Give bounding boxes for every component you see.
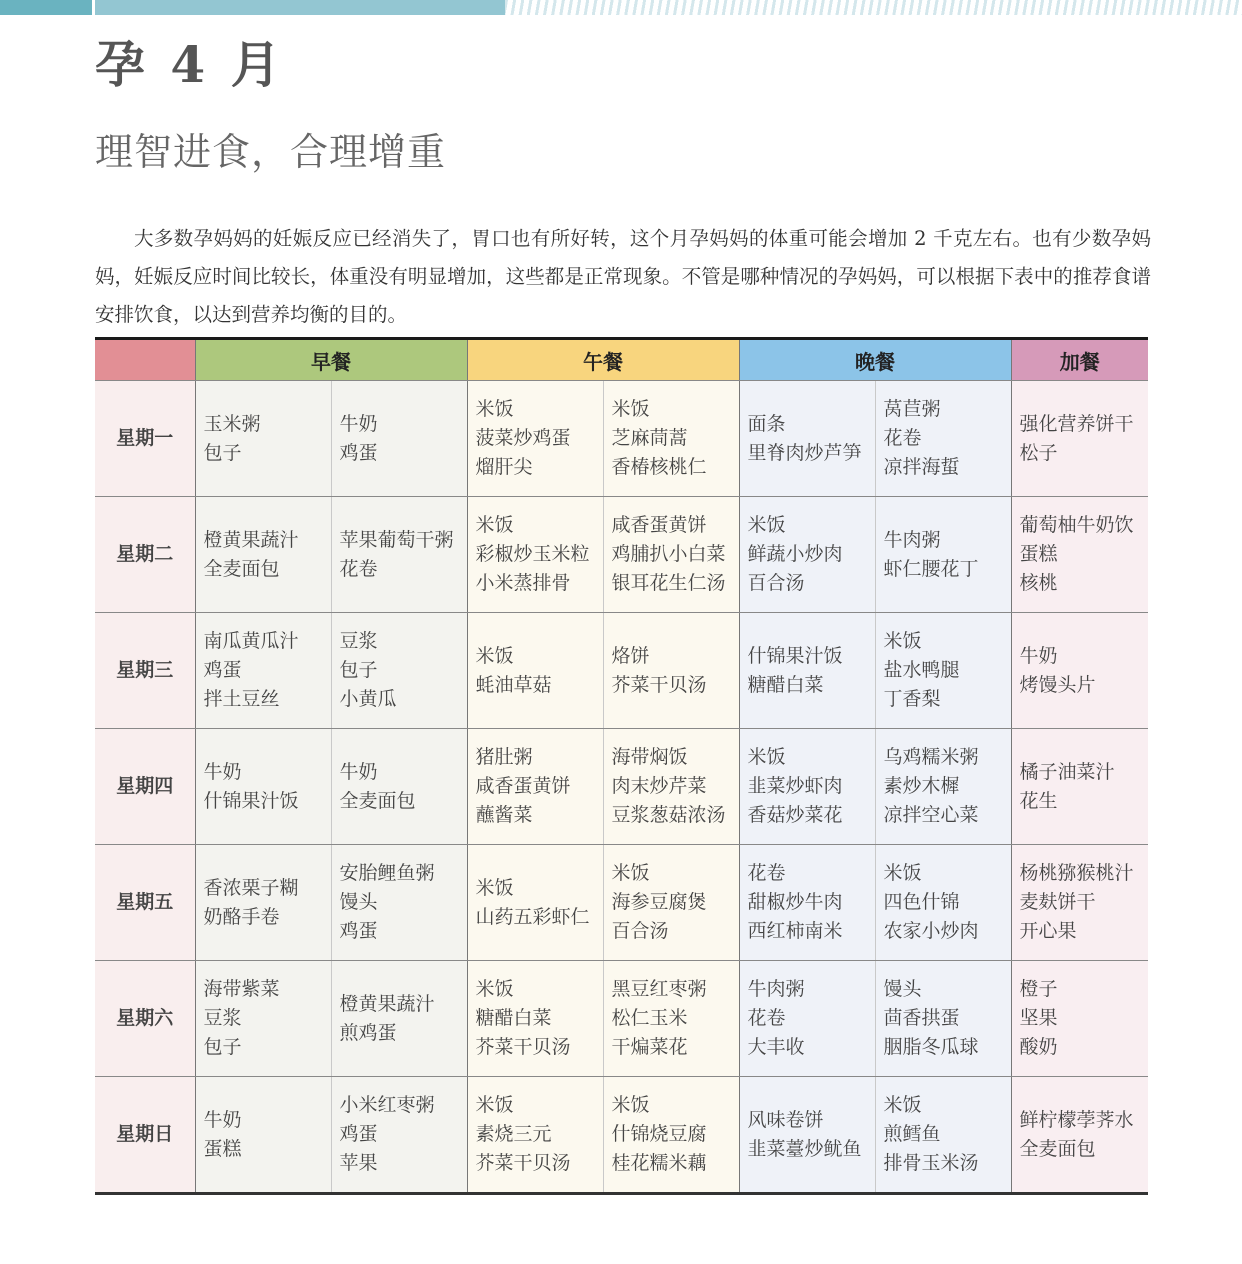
dish-item: 蘸酱菜 [475, 804, 533, 826]
dish-item: 排骨玉米汤 [883, 1152, 979, 1174]
dish-item: 烤馒头片 [1019, 673, 1096, 696]
dish-item: 什锦烧豆腐 [611, 1123, 707, 1145]
table-row [95, 1077, 1148, 1194]
dish-item: 虾仁腰花丁 [883, 557, 979, 580]
dish-item: 咸香蛋黄饼 [475, 775, 571, 797]
dish-item: 全麦面包 [339, 789, 416, 812]
banner-block-main [95, 0, 505, 15]
dish-item: 小黄瓜 [339, 688, 397, 710]
breakfast-option-1 [195, 729, 331, 845]
dish-item: 米饭 [747, 746, 786, 768]
dish-item: 胭脂冬瓜球 [883, 1036, 979, 1058]
lunch-option-1 [467, 613, 603, 729]
dish-item: 彩椒炒玉米粒 [475, 543, 590, 565]
dish-item: 芥菜干贝汤 [475, 1152, 571, 1174]
dish-item: 香浓栗子糊 [203, 876, 299, 899]
snack-cell [1011, 381, 1148, 497]
dish-item: 米饭 [883, 862, 922, 884]
dish-item: 煎鳕鱼 [883, 1123, 941, 1145]
lunch-option-1 [467, 729, 603, 845]
dish-item: 鸡蛋 [339, 441, 378, 464]
dish-item: 牛奶 [203, 760, 242, 783]
dish-item: 茴香拱蛋 [883, 1007, 960, 1029]
dinner-option-2 [875, 845, 1011, 961]
dish-item: 豆浆 [339, 630, 378, 652]
lunch-option-2 [603, 845, 739, 961]
lunch-option-1 [467, 1077, 603, 1194]
lunch-option-2 [603, 381, 739, 497]
dish-item: 花卷 [339, 557, 378, 580]
breakfast-option-1 [195, 1077, 331, 1194]
dish-item: 香椿核桃仁 [611, 456, 707, 478]
lunch-option-2 [603, 961, 739, 1077]
breakfast-option-2 [331, 613, 467, 729]
dinner-option-1 [739, 729, 875, 845]
dish-item: 甜椒炒牛肉 [747, 891, 843, 913]
dish-item: 四色什锦 [883, 891, 960, 913]
lunch-option-1 [467, 845, 603, 961]
dish-item: 什锦果汁饭 [203, 789, 299, 812]
dish-item: 花卷 [883, 427, 922, 449]
dish-item: 海带紫菜 [203, 978, 280, 1000]
dish-item: 花卷 [747, 1007, 786, 1029]
snack-cell [1011, 497, 1148, 613]
dish-item: 牛肉粥 [747, 978, 805, 1000]
dish-item: 什锦果汁饭 [747, 644, 843, 667]
dish-item: 包子 [339, 659, 378, 681]
table-row [95, 729, 1148, 845]
dish-item: 鸡蛋 [339, 920, 378, 942]
dish-item: 里脊肉炒芦笋 [747, 441, 862, 464]
dish-item: 米饭 [475, 876, 514, 899]
dish-item: 咸香蛋黄饼 [611, 514, 707, 536]
dish-item: 米饭 [475, 398, 514, 420]
header-snack: 加餐 [1011, 339, 1148, 381]
table-row [95, 845, 1148, 961]
dish-item: 煎鸡蛋 [339, 1021, 397, 1044]
dish-item: 韭菜薹炒鱿鱼 [747, 1137, 862, 1160]
dish-item: 南瓜黄瓜汁 [203, 630, 299, 652]
dish-item: 菠菜炒鸡蛋 [475, 427, 571, 449]
breakfast-option-2 [331, 729, 467, 845]
dish-item: 韭菜炒虾肉 [747, 775, 843, 797]
banner-block-left [0, 0, 92, 15]
dish-item: 包子 [203, 441, 242, 464]
dinner-option-2 [875, 1077, 1011, 1194]
dish-item: 牛奶 [1019, 644, 1058, 667]
dish-item: 盐水鸭腿 [883, 659, 960, 681]
dinner-option-2 [875, 613, 1011, 729]
dish-item: 安胎鲤鱼粥 [339, 862, 435, 884]
intro-paragraph: 大多数孕妈妈的妊娠反应已经消失了，胃口也有所好转，这个月孕妈妈的体重可能会增加 2 千克左右。也有少数孕妈妈，妊娠反应时间比较长，体重没有明显增加，这些都是正常现象。不管是哪种情况的孕妈妈，可以根据下表中的推荐食谱安排饮食，以达到营养均衡的目的。 [95, 226, 1151, 326]
dish-item: 开心果 [1019, 920, 1077, 942]
lunch-option-2 [603, 497, 739, 613]
dinner-option-2 [875, 961, 1011, 1077]
dish-item: 米饭 [475, 1094, 514, 1116]
day-label: 星期日 [95, 1077, 195, 1194]
dish-item: 银耳花生仁汤 [611, 572, 726, 594]
dish-item: 馒头 [883, 978, 922, 1000]
dish-item: 牛奶 [203, 1108, 242, 1131]
breakfast-option-2 [331, 381, 467, 497]
dish-item: 玉米粥 [203, 412, 261, 435]
dish-item: 素烧三元 [475, 1123, 552, 1145]
dish-item: 海带焖饭 [611, 746, 688, 768]
dish-item: 丁香梨 [883, 688, 941, 710]
day-label: 星期四 [95, 729, 195, 845]
dish-item: 酸奶 [1019, 1036, 1058, 1058]
dish-item: 大丰收 [747, 1036, 805, 1058]
header-dinner: 晚餐 [739, 339, 1011, 381]
dish-item: 米饭 [611, 398, 650, 420]
dish-item: 牛奶 [339, 412, 378, 435]
dish-item: 蛋糕 [203, 1137, 242, 1160]
dish-item: 牛奶 [339, 760, 378, 783]
day-label: 星期六 [95, 961, 195, 1077]
dish-item: 牛肉粥 [883, 528, 941, 551]
dish-item: 凉拌海蜇 [883, 456, 960, 478]
dish-item: 农家小炒肉 [883, 920, 979, 942]
dish-item: 凉拌空心菜 [883, 804, 979, 826]
dish-item: 鲜蔬小炒肉 [747, 543, 843, 565]
dish-item: 杨桃猕猴桃汁 [1019, 862, 1134, 884]
banner-stripes [505, 0, 1242, 15]
dish-item: 松子 [1019, 441, 1058, 464]
snack-cell [1011, 1077, 1148, 1194]
dish-item: 橙黄果蔬汁 [203, 528, 299, 551]
dish-item: 豆浆葱菇浓汤 [611, 804, 726, 826]
dish-item: 米饭 [747, 514, 786, 536]
table-row [95, 381, 1148, 497]
dish-item: 鸡蛋 [339, 1123, 378, 1145]
dish-item: 乌鸡糯米粥 [883, 746, 979, 768]
dish-item: 全麦面包 [1019, 1137, 1096, 1160]
dish-item: 米饭 [475, 978, 514, 1000]
dinner-option-2 [875, 497, 1011, 613]
dish-item: 芥菜干贝汤 [611, 673, 707, 696]
breakfast-option-1 [195, 497, 331, 613]
breakfast-option-1 [195, 845, 331, 961]
dish-item: 奶酪手卷 [203, 905, 280, 928]
table-row [95, 497, 1148, 613]
dish-item: 坚果 [1019, 1007, 1058, 1029]
dish-item: 鸡脯扒小白菜 [611, 543, 726, 565]
dish-item: 米饭 [883, 1094, 922, 1116]
dish-item: 米饭 [475, 514, 514, 536]
breakfast-option-2 [331, 497, 467, 613]
dish-item: 葡萄柚牛奶饮 [1019, 514, 1134, 536]
dish-item: 松仁玉米 [611, 1007, 688, 1029]
snack-cell [1011, 613, 1148, 729]
page-subtitle: 理智进食，合理增重 [95, 130, 447, 174]
dish-item: 面条 [747, 412, 786, 435]
dish-item: 包子 [203, 1036, 242, 1058]
dish-item: 香菇炒菜花 [747, 804, 843, 826]
lunch-option-2 [603, 729, 739, 845]
dish-item: 山药五彩虾仁 [475, 905, 590, 928]
dish-item: 鸡蛋 [203, 659, 242, 681]
dish-item: 橙黄果蔬汁 [339, 992, 435, 1015]
dish-item: 核桃 [1019, 572, 1058, 594]
table-body [95, 381, 1148, 1194]
dish-item: 鲜柠檬荸荠水 [1019, 1108, 1134, 1131]
top-banner [0, 0, 1242, 16]
dish-item: 百合汤 [611, 920, 669, 942]
lunch-option-1 [467, 381, 603, 497]
dinner-option-2 [875, 381, 1011, 497]
dish-item: 小米蒸排骨 [475, 572, 571, 594]
dish-item: 橙子 [1019, 978, 1058, 1000]
dish-item: 烙饼 [611, 644, 650, 667]
table-row [95, 961, 1148, 1077]
header-breakfast: 早餐 [195, 339, 467, 381]
breakfast-option-2 [331, 961, 467, 1077]
dish-item: 猪肚粥 [475, 746, 533, 768]
breakfast-option-1 [195, 381, 331, 497]
dinner-option-1 [739, 497, 875, 613]
dish-item: 蚝油草菇 [475, 673, 552, 696]
dish-item: 馒头 [339, 891, 378, 913]
snack-cell [1011, 845, 1148, 961]
dish-item: 麦麸饼干 [1019, 891, 1096, 913]
day-label: 星期一 [95, 381, 195, 497]
dish-item: 熘肝尖 [475, 456, 533, 478]
dish-item: 海参豆腐煲 [611, 891, 707, 913]
dish-item: 拌土豆丝 [203, 688, 280, 710]
day-label: 星期三 [95, 613, 195, 729]
dish-item: 素炒木樨 [883, 775, 960, 797]
breakfast-option-2 [331, 1077, 467, 1194]
lunch-option-2 [603, 1077, 739, 1194]
dish-item: 小米红枣粥 [339, 1094, 435, 1116]
dish-item: 西红柿南米 [747, 920, 843, 942]
dinner-option-1 [739, 613, 875, 729]
lunch-option-1 [467, 497, 603, 613]
dish-item: 苹果 [339, 1152, 378, 1174]
dish-item: 强化营养饼干 [1019, 412, 1134, 435]
dish-item: 花卷 [747, 862, 786, 884]
dish-item: 糖醋白菜 [747, 673, 824, 696]
dish-item: 糖醋白菜 [475, 1007, 552, 1029]
dinner-option-1 [739, 1077, 875, 1194]
dish-item: 米饭 [611, 862, 650, 884]
dish-item: 蛋糕 [1019, 543, 1058, 565]
weekly-menu-table [95, 337, 1148, 1195]
dish-item: 芝麻茼蒿 [611, 427, 688, 449]
dinner-option-1 [739, 845, 875, 961]
lunch-option-2 [603, 613, 739, 729]
dish-item: 百合汤 [747, 572, 805, 594]
dish-item: 干煸菜花 [611, 1036, 688, 1058]
day-label: 星期五 [95, 845, 195, 961]
dinner-option-1 [739, 961, 875, 1077]
day-label: 星期二 [95, 497, 195, 613]
breakfast-option-2 [331, 845, 467, 961]
breakfast-option-1 [195, 961, 331, 1077]
dinner-option-1 [739, 381, 875, 497]
dish-item: 全麦面包 [203, 557, 280, 580]
dish-item: 风味卷饼 [747, 1108, 824, 1131]
dish-item: 花生 [1019, 789, 1058, 812]
dish-item: 苹果葡萄干粥 [339, 528, 454, 551]
dish-item: 莴苣粥 [883, 398, 941, 420]
table-header-row [95, 339, 1148, 381]
dish-item: 豆浆 [203, 1007, 242, 1029]
snack-cell [1011, 961, 1148, 1077]
dish-item: 肉末炒芹菜 [611, 775, 707, 797]
dish-item: 米饭 [883, 630, 922, 652]
dish-item: 桂花糯米藕 [611, 1152, 707, 1174]
header-day [95, 339, 195, 381]
breakfast-option-1 [195, 613, 331, 729]
header-lunch: 午餐 [467, 339, 739, 381]
dish-item: 黑豆红枣粥 [611, 978, 707, 1000]
dish-item: 芥菜干贝汤 [475, 1036, 571, 1058]
table-row [95, 613, 1148, 729]
lunch-option-1 [467, 961, 603, 1077]
dinner-option-2 [875, 729, 1011, 845]
dish-item: 米饭 [475, 644, 514, 667]
snack-cell [1011, 729, 1148, 845]
page-title: 孕 4 月 [95, 35, 285, 94]
dish-item: 橘子油菜汁 [1019, 760, 1115, 783]
dish-item: 米饭 [611, 1094, 650, 1116]
